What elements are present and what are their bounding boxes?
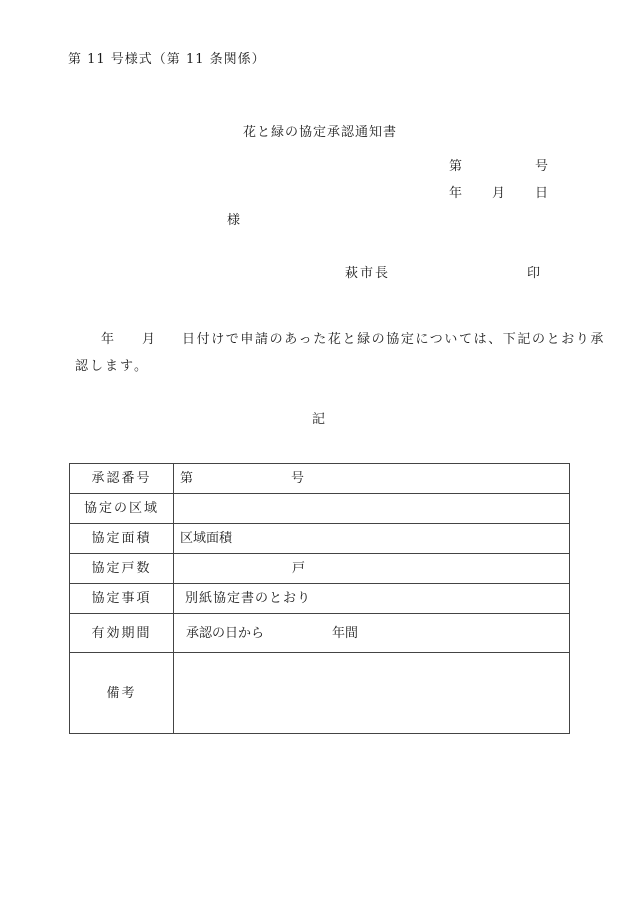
issue-number-suffix: 号 [535,159,549,174]
row-value-agreement-area [174,494,570,524]
body-year-label: 年 [101,332,115,347]
table-row [70,494,570,524]
row-label-agreement-items: 協定事項 [70,584,174,614]
body-text-line2: 認します。 [75,359,149,374]
row-label-household-count: 協定戸数 [70,554,174,584]
ki-heading: 記 [312,412,326,427]
row-label-agreement-area: 協定の区域 [70,494,174,524]
form-number: 第 11 号様式（第 11 条関係） [68,52,266,67]
row-label-remarks: 備考 [70,653,174,734]
approval-info-table [69,463,570,734]
issue-number-prefix: 第 [449,159,463,174]
row-label-validity-period: 有効期間 [70,614,174,653]
row-label-agreement-size: 協定面積 [70,524,174,554]
addressee-honorific: 様 [227,213,241,228]
date-month-label: 月 [492,186,506,201]
validity-suffix: 年間 [332,625,359,641]
table-row [70,524,570,554]
table-row [70,584,570,614]
issuer-title: 萩市長 [345,266,391,281]
row-value-household-count [174,554,570,584]
household-count-suffix: 戸 [292,561,306,576]
date-year-label: 年 [449,186,463,201]
validity-prefix: 承認の日から [186,625,265,641]
document-title: 花と緑の協定承認通知書 [243,125,398,140]
approval-number-suffix: 号 [291,471,305,486]
approval-number-prefix: 第 [180,471,194,486]
row-label-approval-number: 承認番号 [70,464,174,494]
table-row [70,554,570,584]
seal-mark: 印 [527,266,541,281]
row-value-approval-number [174,464,570,494]
row-value-validity-period [174,614,570,653]
date-day-label: 日 [535,186,549,201]
table-row [70,614,570,653]
body-month-label: 月 [142,332,156,347]
table-row [70,464,570,494]
table-row [70,653,570,734]
row-value-agreement-items: 別紙協定書のとおり [174,584,570,614]
body-text-line1: 日付けで申請のあった花と緑の協定については、下記のとおり承 [182,332,606,347]
row-value-agreement-size: 区域面積 [174,524,570,554]
row-value-remarks [174,653,570,734]
